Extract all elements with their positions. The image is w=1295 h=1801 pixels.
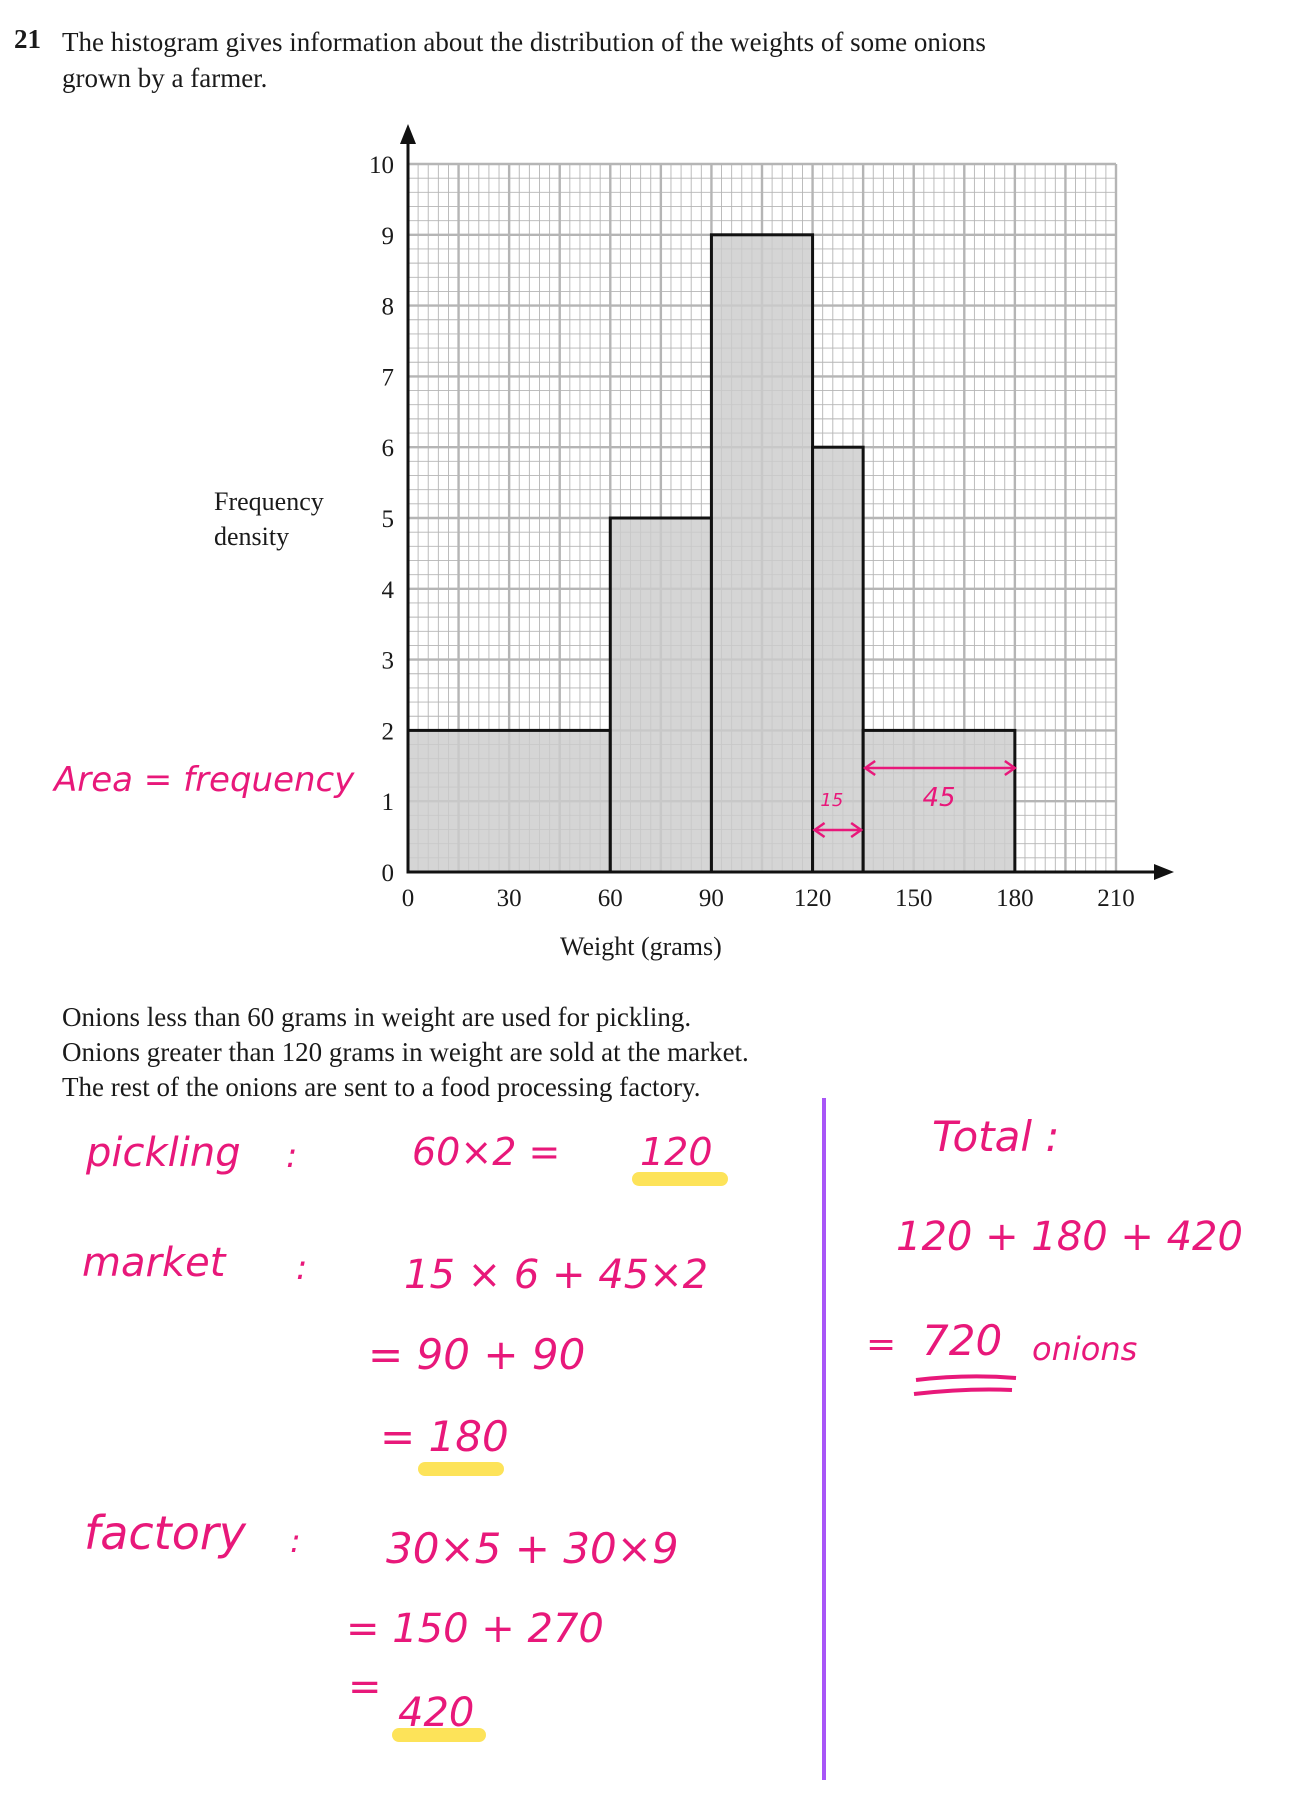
y-tick-label: 1 <box>381 789 394 817</box>
y-axis-arrow <box>400 124 416 144</box>
question-line-2: grown by a farmer. <box>62 63 268 93</box>
y-axis-label-line-2: density <box>214 522 290 551</box>
market-highlight <box>418 1462 504 1476</box>
x-tick-label: 30 <box>496 885 522 912</box>
pickling-result: 120 <box>640 1130 713 1174</box>
factory-colon: : <box>290 1522 301 1560</box>
y-tick-label: 3 <box>381 647 394 675</box>
factory-label: factory <box>84 1506 246 1560</box>
x-tick-label: 0 <box>401 885 415 912</box>
y-tick-label: 7 <box>381 364 394 392</box>
x-axis-label: Weight (grams) <box>560 932 722 961</box>
info-text <box>62 1000 749 1105</box>
pickling-colon: : <box>286 1136 298 1176</box>
y-tick-label: 6 <box>381 435 394 463</box>
area-frequency-note: Area = frequency <box>54 760 355 800</box>
histogram-bar-0 <box>408 730 610 872</box>
total-result: 720 <box>922 1316 1003 1365</box>
factory-eq: = <box>348 1664 382 1710</box>
total-calc: 120 + 180 + 420 <box>896 1214 1243 1260</box>
pickling-highlight <box>632 1172 728 1186</box>
x-tick-label: 180 <box>996 885 1034 912</box>
width-label-15: 15 <box>820 790 844 811</box>
y-axis-label-line-1: Frequency <box>214 487 324 516</box>
y-tick-label: 8 <box>381 293 394 321</box>
y-tick-label: 9 <box>381 222 394 250</box>
factory-calc: 30×5 + 30×9 <box>386 1524 679 1573</box>
pickling-calc: 60×2 = <box>412 1130 561 1174</box>
factory-result: 420 <box>398 1690 475 1736</box>
width-label-45: 45 <box>922 783 956 813</box>
total-label: Total : <box>932 1112 1060 1161</box>
info-line-1: Onions less than 60 grams in weight are used for pickling. <box>62 1002 692 1032</box>
y-tick-label: 10 <box>369 152 394 179</box>
x-axis-arrow <box>1154 864 1174 880</box>
info-line-2: Onions greater than 120 grams in weight are sold at the market. <box>62 1037 749 1067</box>
x-tick-label: 90 <box>698 885 724 912</box>
total-underline <box>912 1370 1022 1404</box>
x-tick-label: 150 <box>894 885 933 912</box>
y-tick-label: 5 <box>381 506 394 533</box>
x-tick-label: 60 <box>597 885 623 912</box>
factory-step: = 150 + 270 <box>346 1606 604 1652</box>
info-line-3: The rest of the onions are sent to a food processing factory. <box>62 1072 701 1102</box>
divider-line <box>822 1098 826 1780</box>
y-tick-label: 4 <box>381 576 394 604</box>
market-result: = 180 <box>380 1412 509 1461</box>
market-calc: 15 × 6 + 45×2 <box>404 1252 709 1298</box>
market-label: market <box>82 1240 226 1286</box>
x-tick-label: 120 <box>793 885 832 912</box>
question-number: 21 <box>14 24 41 54</box>
pickling-label: pickling <box>86 1130 241 1176</box>
y-tick-label: 2 <box>381 718 394 746</box>
market-step: = 90 + 90 <box>368 1330 586 1379</box>
question-line-1: The histogram gives information about the distribution of the weights of some onions <box>62 27 986 57</box>
x-tick-label: 210 <box>1097 885 1135 912</box>
y-tick-label: 0 <box>381 860 394 887</box>
market-colon: : <box>296 1248 308 1288</box>
total-unit: onions <box>1032 1330 1138 1368</box>
total-eq: = <box>866 1324 897 1365</box>
histogram-bar-2 <box>711 235 812 872</box>
histogram-bar-1 <box>610 518 711 872</box>
